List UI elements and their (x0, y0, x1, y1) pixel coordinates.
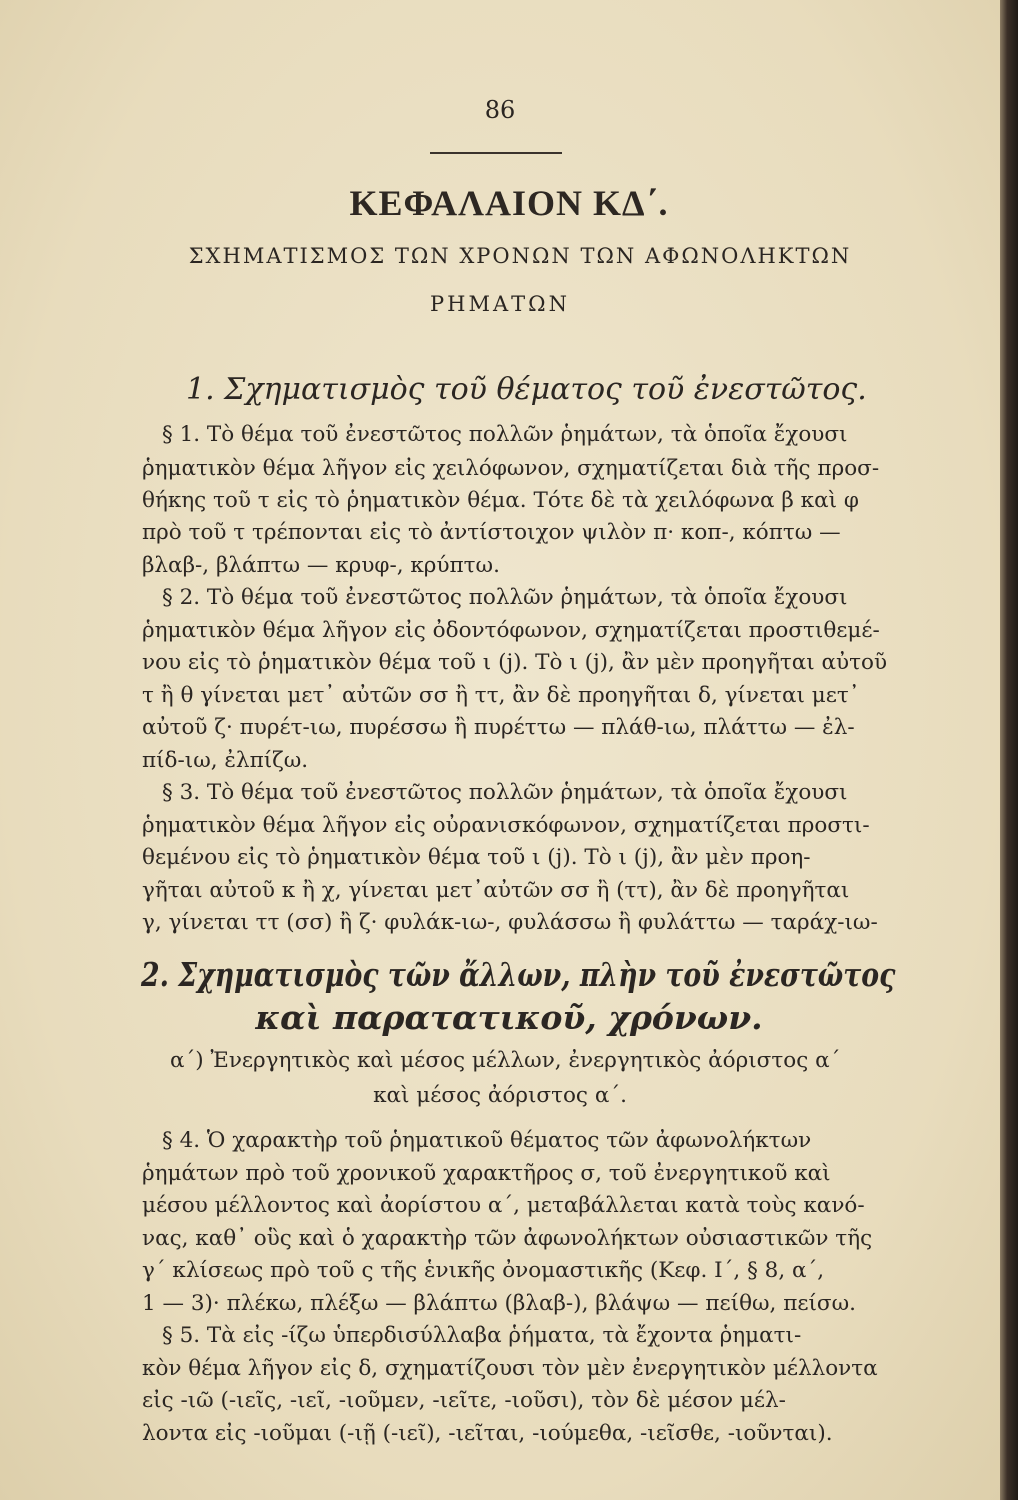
chapter-subtitle-line2: ΡΗΜΑΤΩΝ (430, 292, 570, 316)
text-line: κὸν θέμα λῆγον εἰς δ, σχηματίζουσι τὸν μὲν ἐνεργητικὸν μέλλοντα (142, 1356, 878, 1381)
text-line: ῥηματικὸν θέμα λῆγον εἰς ὀδοντόφωνον, σχηματίζεται προστιθεμέ- (142, 618, 880, 643)
text-line: βλαβ-, βλάπτω — κρυφ-, κρύπτω. (142, 553, 500, 578)
text-line: νου εἰς τὸ ῥηματικὸν θέμα τοῦ ι (j). Τὸ ι (j), ἂν μὲν προηγῆται αὐτοῦ (142, 650, 888, 675)
text-line: εἰς -ιῶ (-ιεῖς, -ιεῖ, -ιοῦμεν, -ιεῖτε, -ιοῦσι), τὸν δὲ μέσον μέλ- (142, 1388, 786, 1413)
header-rule (430, 152, 562, 154)
page-number: 86 (484, 96, 516, 124)
subsection-heading-line2: καὶ μέσος ἀόριστος α΄. (373, 1083, 627, 1108)
book-binding-edge (1000, 0, 1018, 1500)
text-line: λοντα εἰς -ιοῦμαι (-ιῇ (-ιεῖ), -ιεῖται, -ιούμεθα, -ιεῖσθε, -ιοῦνται). (142, 1421, 833, 1446)
chapter-title: ΚΕΦΑΛΑΙΟΝ ΚΔ΄. (349, 183, 669, 223)
text-line: § 1. Τὸ θέμα τοῦ ἐνεστῶτος πολλῶν ῥημάτων, τὰ ὁποῖα ἔχουσι (162, 422, 848, 447)
text-line: § 4. Ὁ χαρακτὴρ τοῦ ῥηματικοῦ θέματος τῶν ἀφωνολήκτων (162, 1128, 812, 1153)
text-line: ῥηματικὸν θέμα λῆγον εἰς οὐρανισκόφωνον, σχηματίζεται προστι- (142, 813, 870, 838)
text-line: θήκης τοῦ τ εἰς τὸ ῥηματικὸν θέμα. Τότε δὲ τὰ χειλόφωνα β καὶ φ (142, 488, 859, 513)
text-line: μέσου μέλλοντος καὶ ἀορίστου α΄, μεταβάλλεται κατὰ τοὺς κανό- (142, 1193, 865, 1218)
text-line: αὐτοῦ ζ· πυρέτ-ιω, πυρέσσω ἢ πυρέττω — πλάθ-ιω, πλάττω — ἐλ- (142, 715, 855, 740)
text-line: § 3. Τὸ θέμα τοῦ ἐνεστῶτος πολλῶν ῥημάτων, τὰ ὁποῖα ἔχουσι (162, 780, 848, 805)
text-line: ῥηματικὸν θέμα λῆγον εἰς χειλόφωνον, σχηματίζεται διὰ τῆς προσ- (142, 456, 880, 481)
section1-heading: 1. Σχηματισμὸς τοῦ θέματος τοῦ ἐνεστῶτος. (186, 372, 867, 407)
text-line: νας, καθ᾽ οὓς καὶ ὁ χαρακτὴρ τῶν ἀφωνολήκτων οὐσιαστικῶν τῆς (142, 1226, 873, 1251)
text-line: § 2. Τὸ θέμα τοῦ ἐνεστῶτος πολλῶν ῥημάτων, τὰ ὁποῖα ἔχουσι (162, 585, 848, 610)
text-line: γῆται αὐτοῦ κ ἢ χ, γίνεται μετ᾽αὐτῶν σσ ἢ (ττ), ἂν δὲ προηγῆται (142, 878, 850, 903)
text-line: γ΄ κλίσεως πρὸ τοῦ ς τῆς ἑνικῆς ὀνομαστικῆς (Κεφ. Ι΄, § 8, α΄, (142, 1258, 825, 1283)
text-line: ῥημάτων πρὸ τοῦ χρονικοῦ χαρακτῆρος σ, τοῦ ἐνεργητικοῦ καὶ (142, 1161, 831, 1186)
text-line: θεμένου εἰς τὸ ῥηματικὸν θέμα τοῦ ι (j). Τὸ ι (j), ἂν μὲν προη- (142, 845, 811, 870)
text-line: γ, γίνεται ττ (σσ) ἢ ζ· φυλάκ-ιω-, φυλάσσω ἢ φυλάττω — ταράχ-ιω- (142, 910, 878, 935)
text-line: § 5. Τὰ εἰς -ίζω ὑπερδισύλλαβα ῥήματα, τὰ ἔχοντα ῥηματι- (162, 1323, 802, 1348)
text-line: πίδ-ιω, ἐλπίζω. (142, 748, 309, 773)
chapter-subtitle-line1: ΣΧΗΜΑΤΙΣΜΟΣ ΤΩΝ ΧΡΟΝΩΝ ΤΩΝ ΑΦΩΝΟΛΗΚΤΩΝ (188, 244, 852, 268)
section2-heading-line2: καὶ παρατατικοῦ, χρόνων. (255, 998, 763, 1037)
text-line: 1 — 3)· πλέκω, πλέξω — βλάπτω (βλαβ-), βλάψω — πείθω, πείσω. (142, 1291, 856, 1316)
subsection-heading-line1: α΄) Ἐνεργητικὸς καὶ μέσος μέλλων, ἐνεργητικὸς ἀόριστος α΄ (170, 1048, 841, 1073)
section2-heading-line1: 2. Σχηματισμὸς τῶν ἄλλων, πλὴν τοῦ ἐνεστῶτος (141, 955, 896, 994)
text-line: τ ἢ θ γίνεται μετ᾽ αὐτῶν σσ ἢ ττ, ἂν δὲ προηγῆται δ, γίνεται μετ᾽ (142, 683, 860, 708)
text-line: πρὸ τοῦ τ τρέπονται εἰς τὸ ἀντίστοιχον ψιλὸν π· κοπ-, κόπτω — (142, 520, 841, 545)
